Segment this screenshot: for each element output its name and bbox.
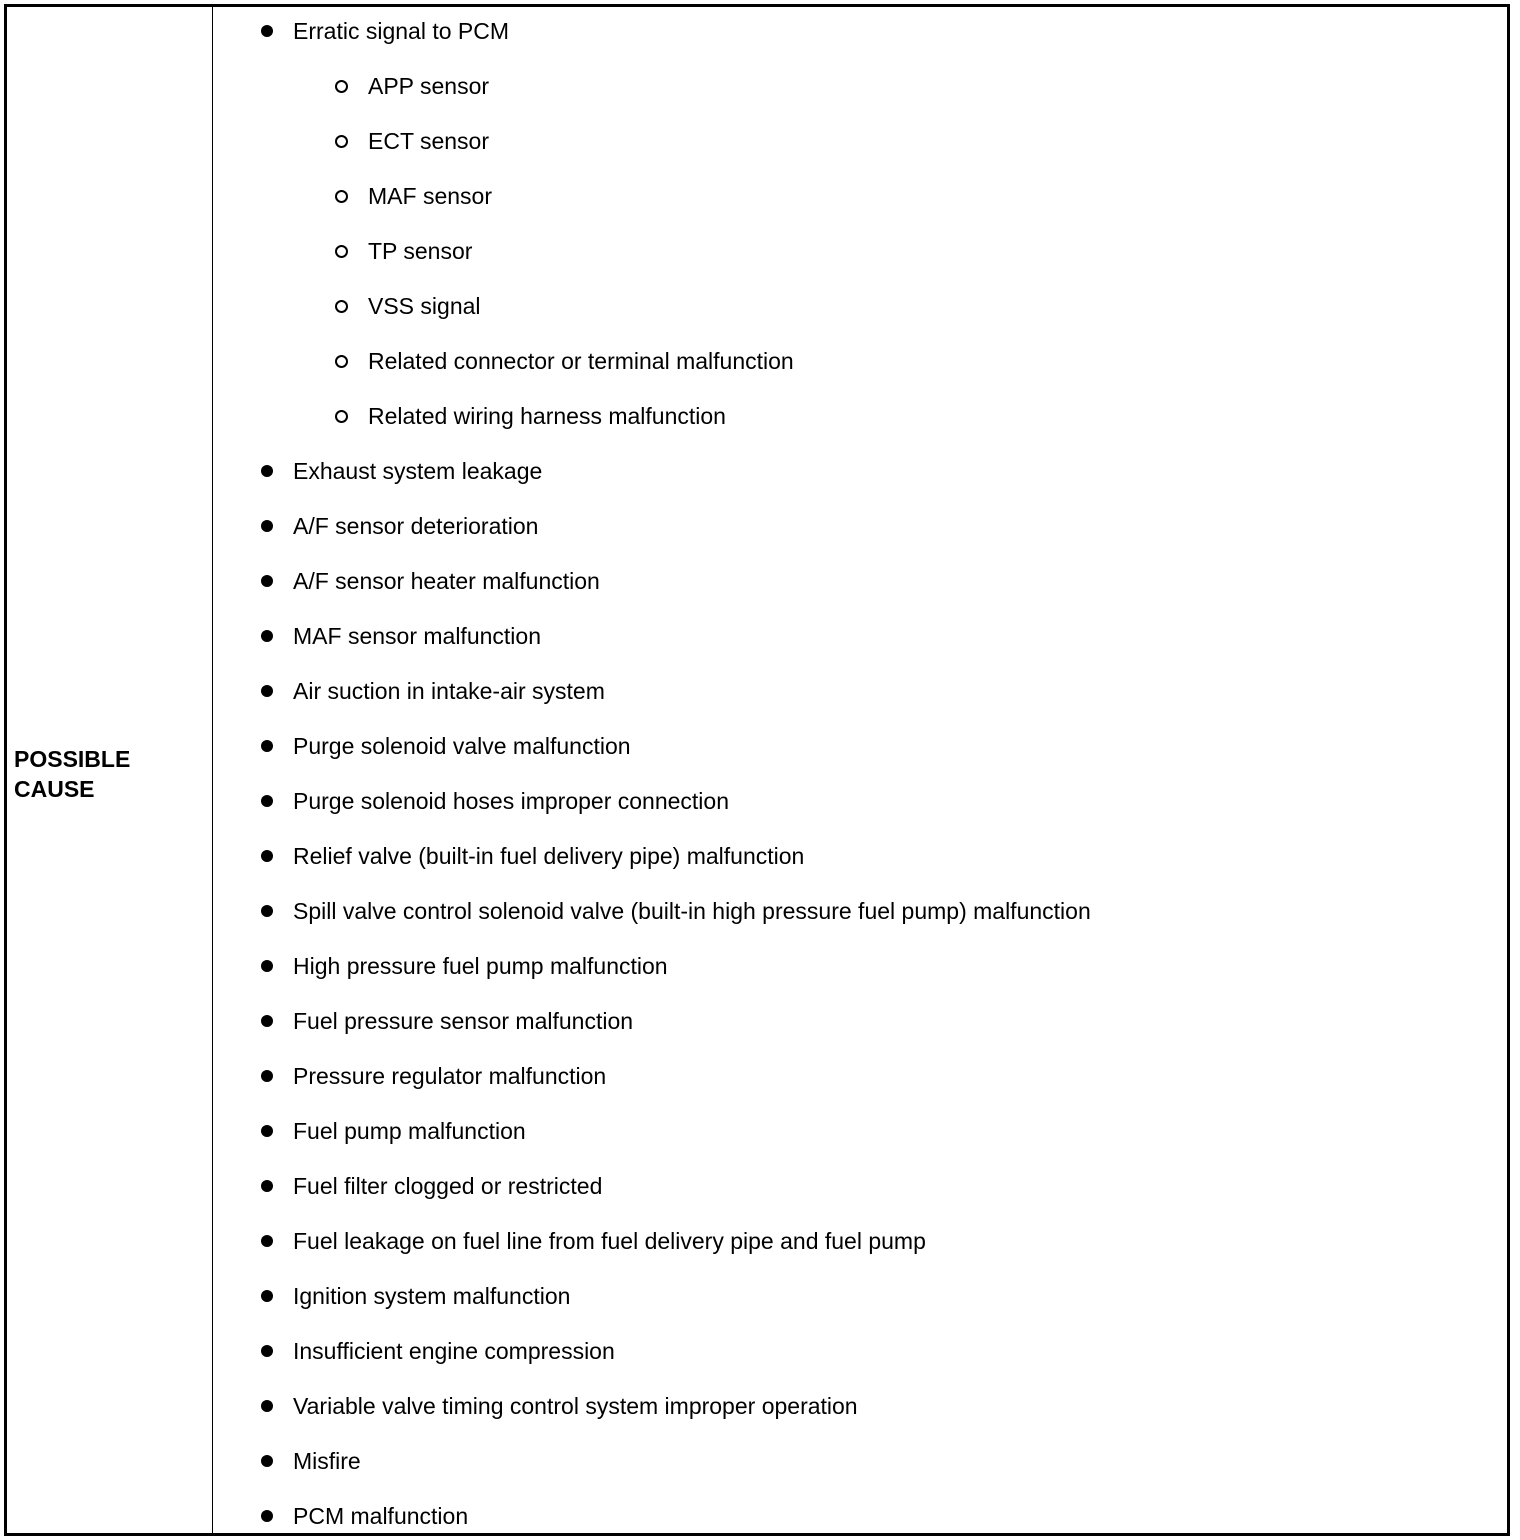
filled-bullet-icon xyxy=(261,575,273,587)
cause-item xyxy=(261,1446,361,1476)
filled-bullet-icon xyxy=(261,630,273,642)
cause-text: TP sensor xyxy=(368,238,473,264)
cause-text: High pressure fuel pump malfunction xyxy=(293,953,668,979)
filled-bullet-icon xyxy=(261,1510,273,1522)
filled-bullet-icon xyxy=(261,25,273,37)
cause-item xyxy=(261,566,600,596)
filled-bullet-icon xyxy=(261,685,273,697)
cause-item xyxy=(261,1061,606,1091)
cause-item xyxy=(261,1336,615,1366)
cause-item xyxy=(261,1501,468,1531)
cause-text: Pressure regulator malfunction xyxy=(293,1063,607,1089)
sub-cause-item xyxy=(335,401,726,431)
cause-text: A/F sensor deterioration xyxy=(293,513,539,539)
cause-item xyxy=(261,16,509,46)
filled-bullet-icon xyxy=(261,795,273,807)
cause-text: Fuel pressure sensor malfunction xyxy=(293,1008,634,1034)
hollow-bullet-icon xyxy=(335,410,348,423)
hollow-bullet-icon xyxy=(335,355,348,368)
cause-text: MAF sensor malfunction xyxy=(293,623,541,649)
filled-bullet-icon xyxy=(261,1015,273,1027)
filled-bullet-icon xyxy=(261,1070,273,1082)
cause-text: ECT sensor xyxy=(368,128,490,154)
cause-item xyxy=(261,896,1091,926)
label-cell xyxy=(7,7,213,1533)
cause-text: Ignition system malfunction xyxy=(293,1283,571,1309)
possible-cause-label: POSSIBLE CAUSE xyxy=(14,746,131,802)
cause-text: VSS signal xyxy=(368,293,481,319)
hollow-bullet-icon xyxy=(335,80,348,93)
hollow-bullet-icon xyxy=(335,135,348,148)
cause-text: Purge solenoid valve malfunction xyxy=(293,733,631,759)
cause-text: Related connector or terminal malfunction xyxy=(368,348,794,374)
filled-bullet-icon xyxy=(261,1180,273,1192)
cause-text: Fuel pump malfunction xyxy=(293,1118,526,1144)
cause-item xyxy=(261,456,542,486)
cause-item xyxy=(261,1116,526,1146)
cause-item xyxy=(261,951,668,981)
cause-item xyxy=(261,621,541,651)
cause-item xyxy=(261,511,538,541)
cause-text: Fuel filter clogged or restricted xyxy=(293,1173,603,1199)
cause-text: Related wiring harness malfunction xyxy=(368,403,726,429)
cause-item xyxy=(261,1281,570,1311)
cause-text: Fuel leakage on fuel line from fuel delivery pipe and fuel pump xyxy=(293,1228,926,1254)
sub-cause-item xyxy=(335,126,489,156)
filled-bullet-icon xyxy=(261,960,273,972)
content-cell xyxy=(213,7,1507,1533)
filled-bullet-icon xyxy=(261,1455,273,1467)
cause-text: MAF sensor xyxy=(368,183,492,209)
hollow-bullet-icon xyxy=(335,300,348,313)
sub-cause-item xyxy=(335,71,489,101)
sub-cause-item xyxy=(335,181,492,211)
cause-text: Erratic signal to PCM xyxy=(293,18,510,44)
cause-item xyxy=(261,1171,602,1201)
filled-bullet-icon xyxy=(261,465,273,477)
sub-cause-item xyxy=(335,291,481,321)
cause-text: Exhaust system leakage xyxy=(293,458,543,484)
filled-bullet-icon xyxy=(261,740,273,752)
cause-text: Spill valve control solenoid valve (built-in high pressure fuel pump) malfunction xyxy=(293,898,1091,924)
hollow-bullet-icon xyxy=(335,190,348,203)
cause-text: Misfire xyxy=(293,1448,361,1474)
cause-item xyxy=(261,1391,858,1421)
filled-bullet-icon xyxy=(261,905,273,917)
cause-text: APP sensor xyxy=(368,73,490,99)
cause-item xyxy=(261,1226,926,1256)
cause-item xyxy=(261,1006,633,1036)
filled-bullet-icon xyxy=(261,1290,273,1302)
cause-text: Air suction in intake-air system xyxy=(293,678,605,704)
filled-bullet-icon xyxy=(261,520,273,532)
cause-text: Insufficient engine compression xyxy=(293,1338,615,1364)
cause-item xyxy=(261,676,605,706)
hollow-bullet-icon xyxy=(335,245,348,258)
filled-bullet-icon xyxy=(261,1235,273,1247)
cause-text: PCM malfunction xyxy=(293,1503,469,1529)
filled-bullet-icon xyxy=(261,1400,273,1412)
cause-text: Purge solenoid hoses improper connection xyxy=(293,788,729,814)
filled-bullet-icon xyxy=(261,1125,273,1137)
cause-item xyxy=(261,786,729,816)
filled-bullet-icon xyxy=(261,1345,273,1357)
cause-text: Variable valve timing control system improper operation xyxy=(293,1393,858,1419)
cause-text: A/F sensor heater malfunction xyxy=(293,568,600,594)
possible-cause-table xyxy=(4,4,1510,1536)
cause-text: Relief valve (built-in fuel delivery pipe) malfunction xyxy=(293,843,805,869)
cause-item xyxy=(261,731,631,761)
cause-item xyxy=(261,841,804,871)
sub-cause-item xyxy=(335,346,794,376)
filled-bullet-icon xyxy=(261,850,273,862)
sub-cause-item xyxy=(335,236,472,266)
